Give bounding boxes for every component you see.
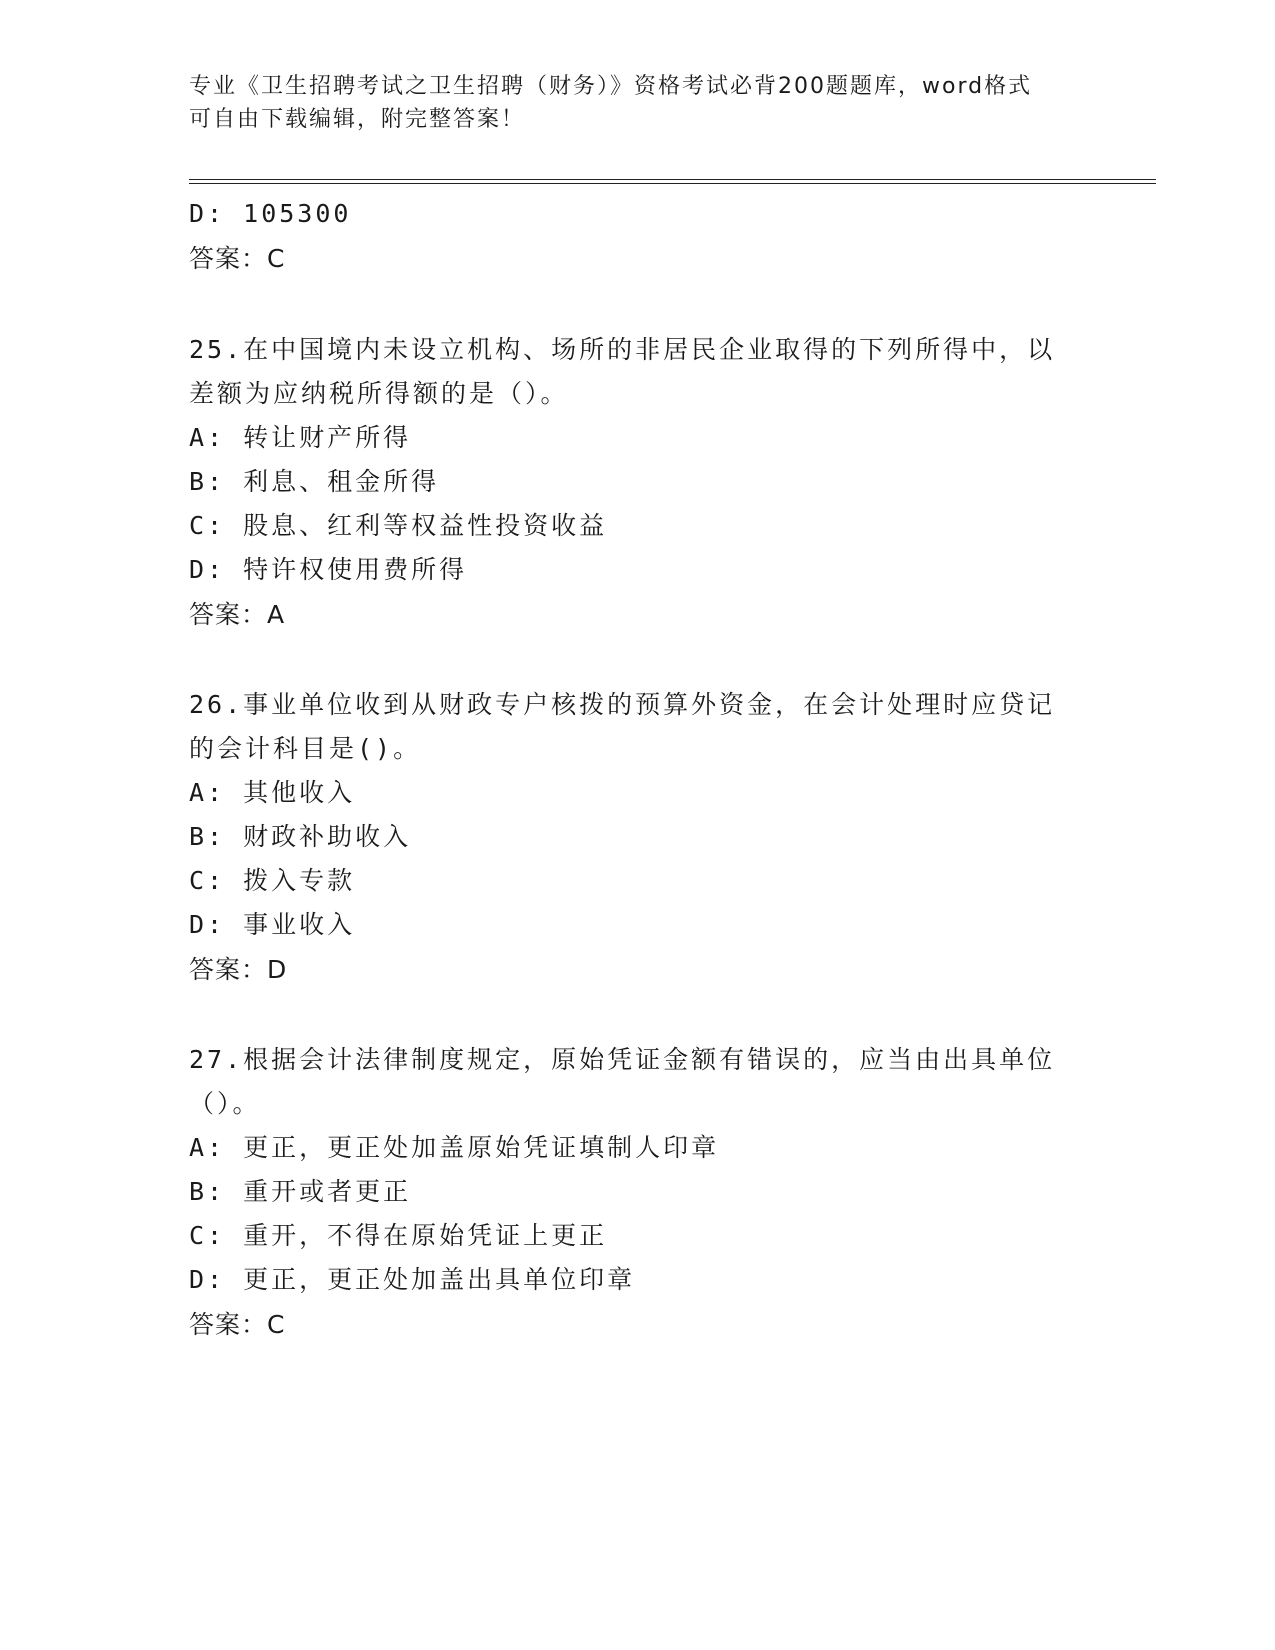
answer: 答案：A: [189, 600, 286, 629]
answer: 答案：C: [189, 1310, 286, 1339]
option-b: B: 利息、租金所得: [189, 467, 440, 496]
option-d: D: 事业收入: [189, 910, 356, 939]
answer: 答案：D: [189, 955, 288, 984]
question-stem-line-1: 27.根据会计法律制度规定，原始凭证金额有错误的，应当由出具单位: [189, 1045, 1056, 1074]
header-line-2: 可自由下载编辑，附完整答案！: [189, 107, 526, 132]
question-stem-line-1: 25.在中国境内未设立机构、场所的非居民企业取得的下列所得中，以: [189, 335, 1056, 364]
document-header: [189, 70, 1089, 136]
option-b: B: 重开或者更正: [189, 1177, 412, 1206]
option-c: C: 股息、红利等权益性投资收益: [189, 511, 608, 540]
question-stem-line-2: （）。: [189, 1089, 261, 1118]
header-line-1: 专业《卫生招聘考试之卫生招聘（财务）》资格考试必背200题题库，word格式: [189, 74, 1033, 99]
option-b: B: 财政补助收入: [189, 822, 412, 851]
option-d: D: 特许权使用费所得: [189, 555, 468, 584]
question-stem-line-2: 差额为应纳税所得额的是（）。: [189, 379, 569, 408]
question-stem-line-1: 26.事业单位收到从财政专户核拨的预算外资金，在会计处理时应贷记: [189, 690, 1056, 719]
option-a: A: 转让财产所得: [189, 423, 412, 452]
option-c: C: 拨入专款: [189, 866, 356, 895]
prev-option-d: D: 105300: [189, 199, 352, 228]
option-a: A: 更正，更正处加盖原始凭证填制人印章: [189, 1133, 720, 1162]
option-a: A: 其他收入: [189, 778, 356, 807]
header-divider-bottom: [189, 183, 1156, 184]
question-stem-line-2: 的会计科目是()。: [189, 734, 422, 763]
option-d: D: 更正，更正处加盖出具单位印章: [189, 1265, 636, 1294]
option-c: C: 重开，不得在原始凭证上更正: [189, 1221, 608, 1250]
prev-answer: 答案：C: [189, 244, 286, 273]
header-divider-top: [189, 179, 1156, 180]
